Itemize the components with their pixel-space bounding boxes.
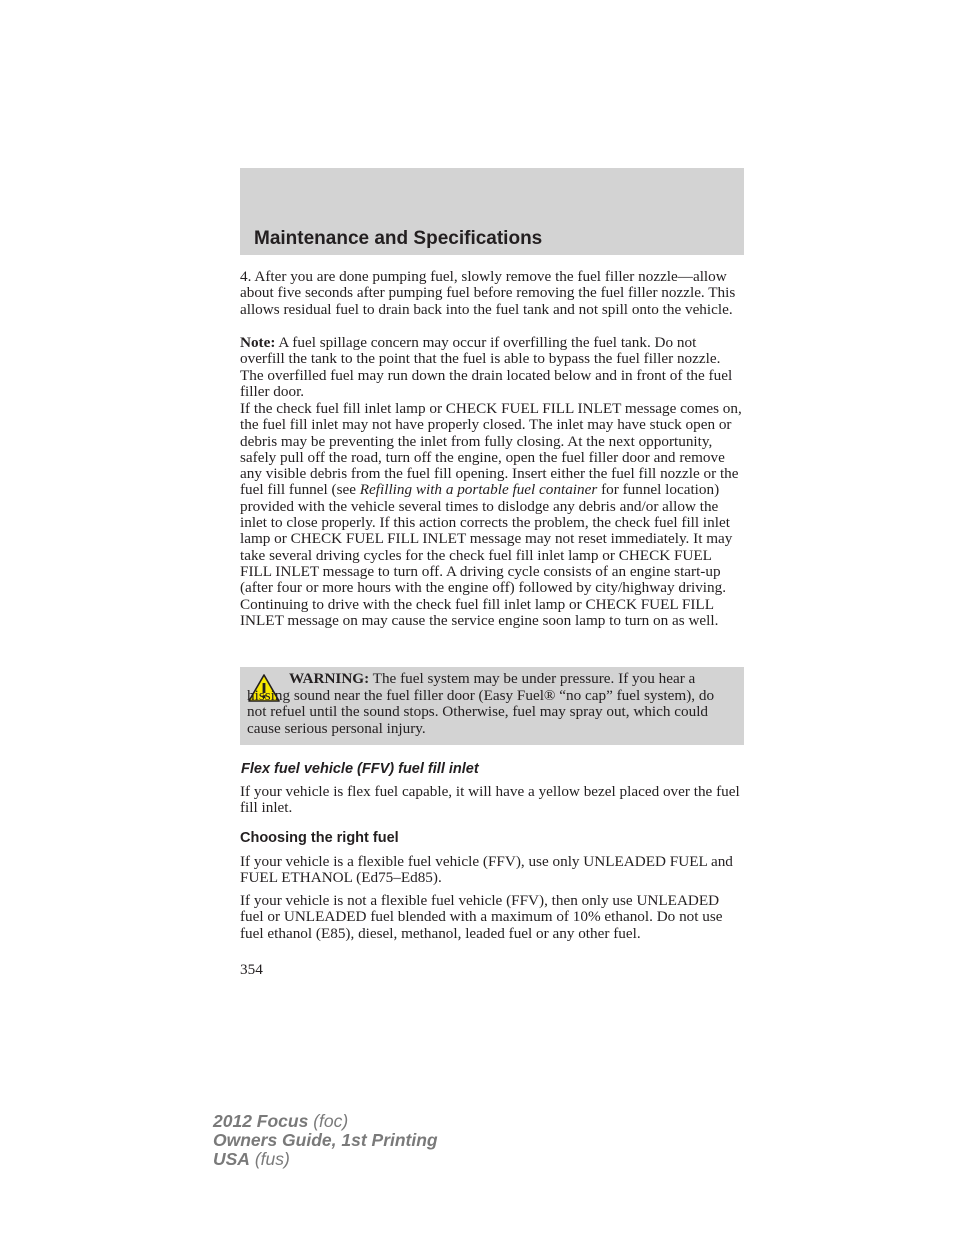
choosing-fuel-subheading: Choosing the right fuel (240, 830, 399, 846)
step-4-paragraph: 4. After you are done pumping fuel, slowly remove the fuel filler nozzle—allow about five seconds after pumping fuel before removing the fuel filler nozzle. This allows residual fuel to drain back into the fuel tank and not spill onto the vehicle. (240, 268, 736, 318)
footer-model-code: (foc) (308, 1111, 349, 1131)
ffv-inlet-paragraph: If your vehicle is flex fuel capable, it will have a yellow bezel placed over the fuel fill inlet. (240, 783, 740, 817)
note-paragraph (240, 335, 744, 400)
warning-box (240, 667, 744, 745)
document-footer (213, 1112, 438, 1169)
ffv-fuel-paragraph: If your vehicle is a flexible fuel vehicle (FFV), use only UNLEADED FUEL and FUEL ETHANOL (Ed75–Ed85). (240, 853, 733, 887)
cross-reference-link: Refilling with a portable fuel container (359, 481, 598, 499)
non-ffv-fuel-paragraph: If your vehicle is not a flexible fuel vehicle (FFV), then only use UNLEADED fuel or UNLEADED fuel blended with a maximum of 10% ethanol. Do not use fuel ethanol (E85), diesel, methanol, leaded fuel or any other fuel. (240, 892, 723, 942)
footer-guide: Owners Guide, 1st Printing (213, 1130, 438, 1150)
section-title: Maintenance and Specifications (254, 228, 543, 249)
warning-label: WARNING: (289, 670, 370, 687)
footer-model: 2012 Focus (213, 1111, 309, 1131)
check-fuel-inlet-text-part1: If the check fuel fill inlet lamp or CHECK FUEL FILL INLET message comes on, the fuel fill inlet may not have properly closed. The inlet may have stuck open or debris may be preventing the inlet from fully closing. At the next opportunity, safely pull off the road, turn off the engine, open the fuel filler door and remove any visible debris from the fuel fill opening. Insert either the fuel fill nozzle or the fuel fill funnel (see (240, 400, 742, 499)
ffv-inlet-subheading: Flex fuel vehicle (FFV) fuel fill inlet (241, 761, 479, 777)
footer-market-code: (fus) (249, 1149, 290, 1169)
check-fuel-inlet-paragraph (240, 401, 744, 629)
footer-market: USA (213, 1149, 250, 1169)
warning-body: The fuel system may be under pressure. If you hear a hissing sound near the fuel filler door (Easy Fuel® “no cap” fuel system), do not refuel until the sound stops. Otherwise, fuel may spray out, which could cause serious personal injury. (247, 670, 715, 737)
warning-text (247, 671, 737, 737)
note-text: A fuel spillage concern may occur if overfilling the fuel tank. Do not overfill the tank to the point that the fuel is able to bypass the fuel filler nozzle. The overfilled fuel may run down the drain located below and in front of the fuel filler door. (240, 334, 733, 400)
note-label: Note: (240, 334, 276, 351)
page-number: 354 (240, 961, 263, 978)
check-fuel-inlet-text-part2: for funnel location) provided with the vehicle several times to dislodge any debris and/or allow the inlet to close properly. If this action corrects the problem, the check fuel fill inlet lamp or CHECK FUEL FILL INLET message may not reset immediately. It may take several driving cycles for the check fuel fill inlet lamp or CHECK FUEL FILL INLET message to turn off. A driving cycle consists of an engine start-up (after four or more hours with the engine off) followed by city/highway driving. Continuing to drive with the check fuel fill inlet lamp or CHECK FUEL FILL INLET message on may cause the service engine soon lamp to turn on as well. (240, 481, 733, 629)
